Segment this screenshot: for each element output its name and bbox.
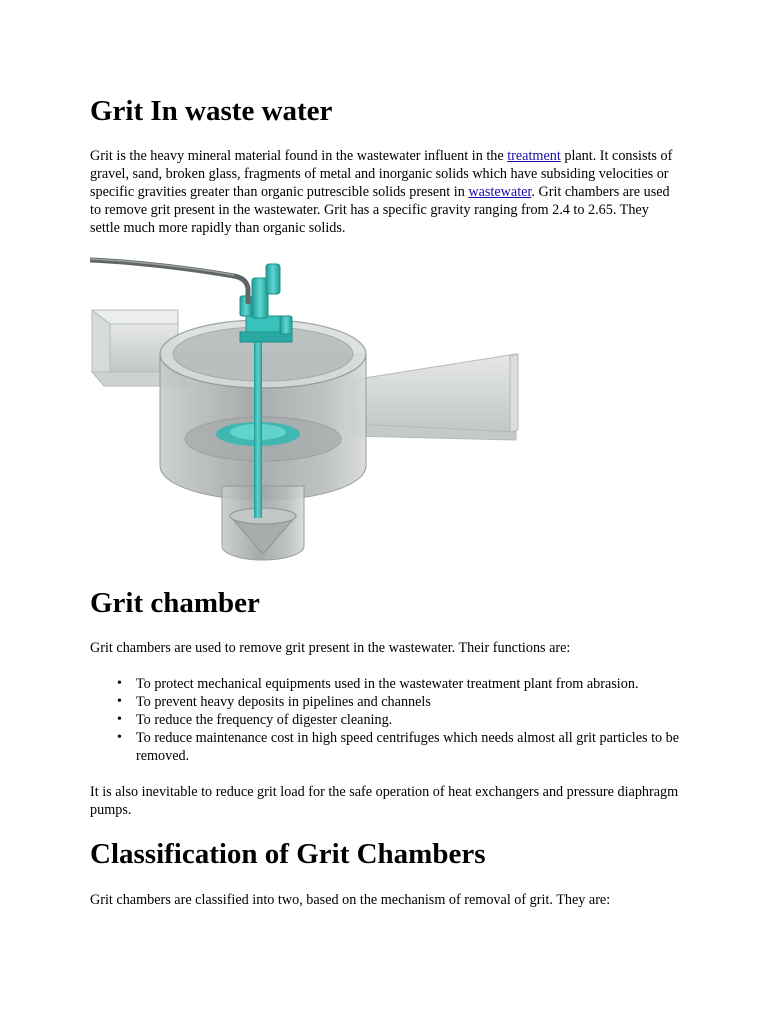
grit-chamber-outro: It is also inevitable to reduce grit load for the safe operation of heat exchangers and pressure diaphragm pumps.: [90, 784, 679, 818]
bullet-icon: •: [117, 694, 122, 709]
list-item: • To reduce maintenance cost in high speed centrifuges which needs almost all grit particles to be removed.: [117, 730, 680, 764]
treatment-link[interactable]: treatment: [507, 148, 561, 164]
grit-hopper: [222, 486, 304, 560]
bullet-icon: •: [117, 730, 122, 745]
list-item: • To prevent heavy deposits in pipelines and channels: [117, 694, 431, 710]
outlet-channel: [352, 354, 518, 440]
wastewater-link[interactable]: wastewater: [468, 184, 532, 200]
bullet-icon: •: [117, 712, 122, 727]
grit-definition-paragraph: Grit is the heavy mineral material found in the wastewater influent in the treatment plant. It consists of gravel, sand, broken glass, fragments of metal and inorganic solids which have subsiding velocities or specific gravities greater than organic putrescible solids present in wastewater. Grit chambers are used to remove grit present in the wastewater. Grit has a specific gravity ranging from 2.4 to 2.65. They settle much more rapidly than organic solids.: [90, 148, 673, 236]
grit-chamber-intro: Grit chambers are used to remove grit present in the wastewater. Their functions are:: [90, 640, 571, 656]
list-item: • To reduce the frequency of digester cleaning.: [117, 712, 393, 728]
grit-tank: [160, 320, 366, 500]
grit-chamber-illustration: [90, 254, 522, 568]
classification-intro: Grit chambers are classified into two, based on the mechanism of removal of grit. They are:: [90, 892, 611, 908]
section-heading-classification: Classification of Grit Chambers: [90, 838, 486, 870]
section-heading-grit-in-waste-water: Grit In waste water: [90, 95, 333, 127]
inlet-pipe: [90, 259, 248, 302]
list-item: • To protect mechanical equipments used in the wastewater treatment plant from abrasion.: [117, 676, 639, 692]
grit-chamber-functions-list: [90, 675, 690, 765]
bullet-icon: •: [117, 676, 122, 691]
section-heading-grit-chamber: Grit chamber: [90, 587, 260, 619]
